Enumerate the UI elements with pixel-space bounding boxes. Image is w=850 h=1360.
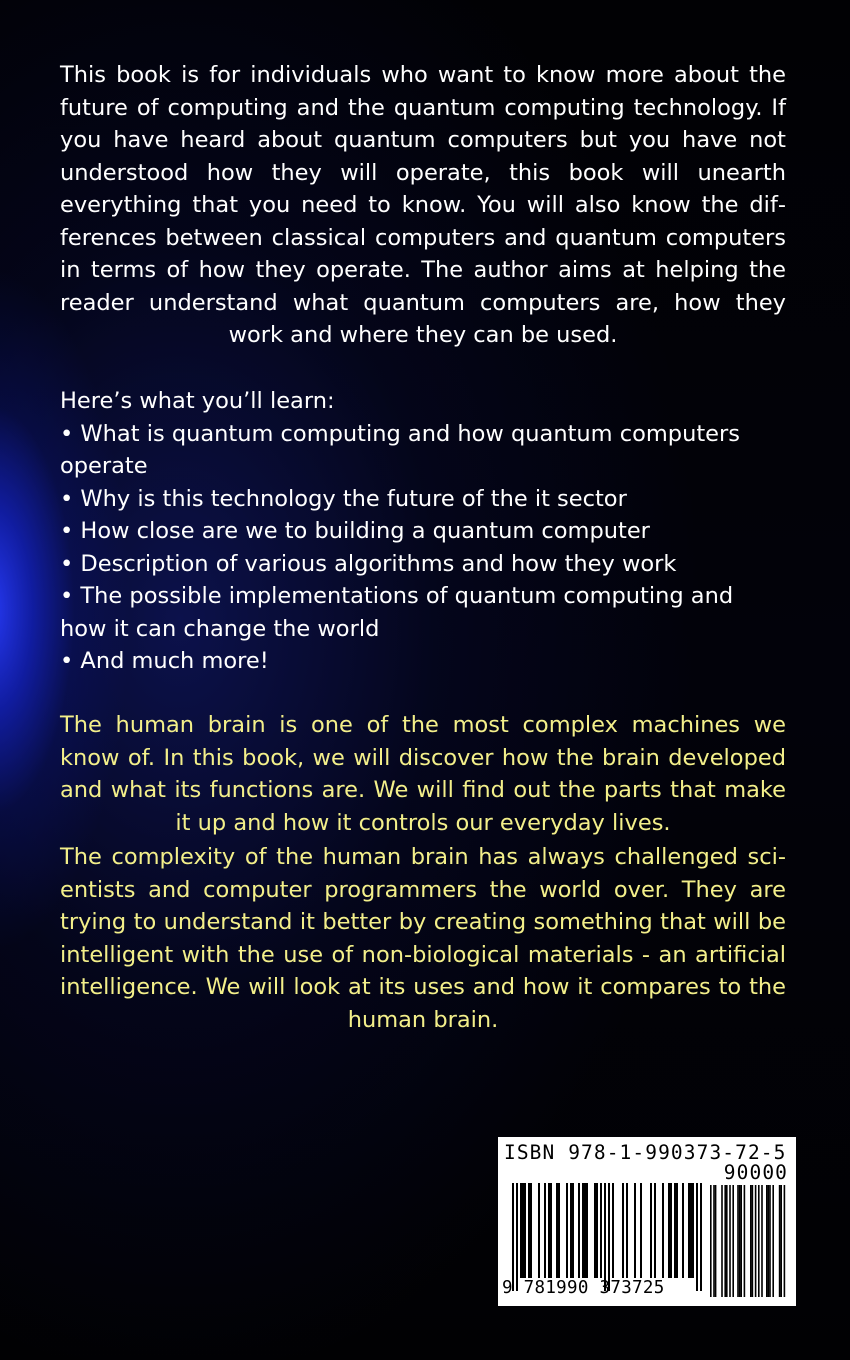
barcode-bar [548,1183,550,1278]
addon-bar [779,1185,781,1297]
barcode-bar [634,1183,636,1278]
barcode-bar [530,1183,532,1278]
barcode-bar [692,1183,694,1278]
addon-bar [769,1185,771,1297]
addon-bar [740,1185,742,1297]
barcode-bar [578,1183,580,1278]
addon-bar [755,1185,757,1297]
barcode-bar [584,1183,586,1278]
brain-paragraph-2-text: The complexity of the human brain has always challenged scientists and computer programmers the world over. They are trying to understand it better by creating something that will be intelligent with the use of non-biological materials - an artificial intelligence. We will look at its uses and how it compares to the human brain. [60,844,786,1033]
barcode-bar [550,1183,552,1278]
addon-bar [772,1185,774,1297]
barcode-bar [670,1183,672,1278]
learn-item: • What is quantum computing and how quantum computers operate [60,420,740,479]
barcode-bar [640,1183,642,1278]
barcode-bar [594,1183,596,1278]
brain-paragraph-1 [60,709,786,839]
brain-paragraph-2 [60,841,786,1036]
addon-bar [750,1185,752,1297]
addon-bar [784,1185,786,1297]
learn-list [60,385,786,678]
barcode-guard-bar [700,1183,702,1291]
learn-heading: Here’s what you’ll learn: [60,388,335,414]
barcode-bar [662,1183,664,1278]
barcode-bar [520,1183,522,1278]
isbn-barcode [498,1137,796,1306]
addon-bar [732,1185,734,1297]
barcode-bar [582,1183,584,1278]
learn-item: • Why is this technology the future of the it sector [60,485,627,512]
barcode-bar [522,1183,524,1278]
barcode-bar [570,1183,572,1278]
barcode-bar [596,1183,598,1278]
addon-bar [710,1185,712,1297]
barcode-bar [566,1183,568,1278]
barcode-bar [688,1183,690,1278]
addon-bar [724,1185,726,1297]
addon-bar [758,1185,760,1297]
barcode-bar [612,1183,614,1278]
addon-bar [761,1185,763,1297]
barcode-bar [668,1183,670,1278]
addon-bar [713,1185,715,1297]
barcode-guard-bar [516,1183,518,1291]
barcode-bar [690,1183,692,1278]
addon-bar [721,1185,723,1297]
barcode-bar [524,1183,526,1278]
price-code: 90000 [723,1161,788,1184]
isbn-label: ISBN 978-1-990373-72-5 [504,1141,787,1164]
learn-item: • And much more! [60,648,269,674]
addon-bar [737,1185,739,1297]
barcode-bar [654,1183,656,1278]
intro-paragraph-text: This book is for individuals who want to know more about the future of computing and the quantum computing technology. If you have heard about quantum computers but you have not understood how they will operate, this book will unearth everything that you need to know. You will also know the differences between classical computers and quantum computers in terms of how they operate. The author aims at helping the reader understand what quantum computers are, how they work and where they can be used. [60,62,786,348]
barcode-bar [674,1183,676,1278]
barcode-guard-bar [608,1183,610,1291]
addon-bar [766,1185,768,1297]
barcode-guard-bar [604,1183,606,1291]
ean-digits: 9 781990 373725 [502,1278,665,1298]
learn-item: • How close are we to building a quantum computer [60,518,650,544]
brain-paragraph-1-text: The human brain is one of the most complex machines we know of. In this book, we will discover how the brain developed and what its functions are. We will find out the parts that make it up and how it controls our everyday lives. [60,712,786,836]
addon-bar [729,1185,731,1297]
addon-bar [726,1185,728,1297]
addon-bar [780,1185,782,1297]
addon-bar [715,1185,717,1297]
intro-paragraph [60,59,786,352]
addon-bar [768,1185,770,1297]
addon-bar [739,1185,741,1297]
barcode-bar [538,1183,540,1278]
barcode-bar [600,1183,602,1278]
barcode-bar [626,1183,628,1278]
addon-bar [744,1185,746,1297]
barcode-guard-bar [696,1183,698,1291]
barcode-bar [622,1183,624,1278]
barcode-bar [528,1183,530,1278]
learn-item: • Description of various algorithms and how they work [60,550,677,577]
addon-bar [752,1185,754,1297]
barcode-bar [676,1183,678,1278]
barcode-bar [586,1183,588,1278]
barcode-bar [544,1183,546,1278]
barcode-bar [682,1183,684,1278]
learn-item: • The possible implementations of quantum computing and how it can change the world [60,583,734,642]
barcode-bar [650,1183,652,1278]
barcode-bar [556,1183,558,1278]
barcode-bar [572,1183,574,1278]
barcode-guard-bar [512,1183,514,1291]
barcode-bar [558,1183,560,1278]
